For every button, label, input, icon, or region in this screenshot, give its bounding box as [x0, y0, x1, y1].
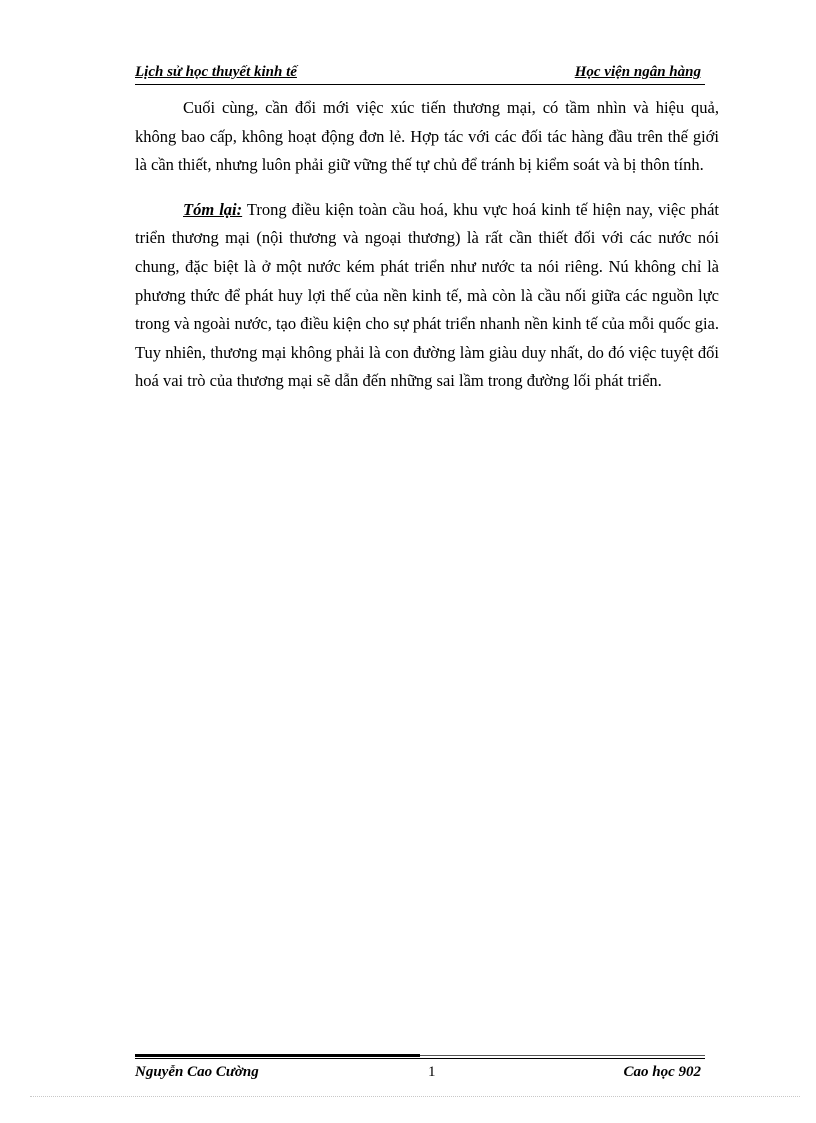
document-body [135, 94, 719, 396]
page-number: 1 [428, 1064, 436, 1080]
footer-course: Cao học 902 [623, 1064, 701, 1080]
page-header [135, 62, 705, 85]
page-footer [135, 1064, 705, 1086]
footer-divider-thin [135, 1058, 705, 1059]
footer-divider-upper [420, 1055, 705, 1056]
header-institution: Học viện ngân hàng [574, 64, 701, 80]
paragraph-summary [135, 196, 719, 396]
paragraph-text: Cuối cùng, cần đổi mới việc xúc tiến thương mại, có tầm nhìn và hiệu quả, không bao cấp, không hoạt động đơn lẻ. Hợp tác với các đối tác hàng đầu trên thế giới là cần thiết, nhưng luôn phải giữ vững thế tự chủ để tránh bị kiểm soát và bị thôn tính. [135, 98, 719, 175]
page-bottom-edge [30, 1096, 800, 1097]
paragraph-text: Trong điều kiện toàn cầu hoá, khu vực hoá kinh tế hiện nay, việc phát triển thương mại (nội thương và ngoại thương) là rất cần thiết đối với các nước nói chung, đặc biệt là ở một nước kém phát triển như nước ta nói riêng. Nú không chỉ là phương thức để phát huy lợi thế của nền kinh tế, mà còn là cầu nối giữa các nguồn lực trong và ngoài nước, tạo điều kiện cho sự phát triển nhanh nền kinh tế của mỗi quốc gia. Tuy nhiên, thương mại không phải là con đường làm giàu duy nhất, do đó việc tuyệt đối hoá vai trò của thương mại sẽ dẫn đến những sai lầm trong đường lối phát triển. [135, 199, 719, 391]
footer-divider-thick [135, 1054, 420, 1057]
paragraph-conclusion-intro [135, 94, 719, 180]
header-course-title: Lịch sử học thuyết kinh tế [135, 64, 297, 80]
footer-author: Nguyễn Cao Cường [135, 1064, 259, 1080]
summary-lead: Tóm lại: [183, 199, 243, 219]
